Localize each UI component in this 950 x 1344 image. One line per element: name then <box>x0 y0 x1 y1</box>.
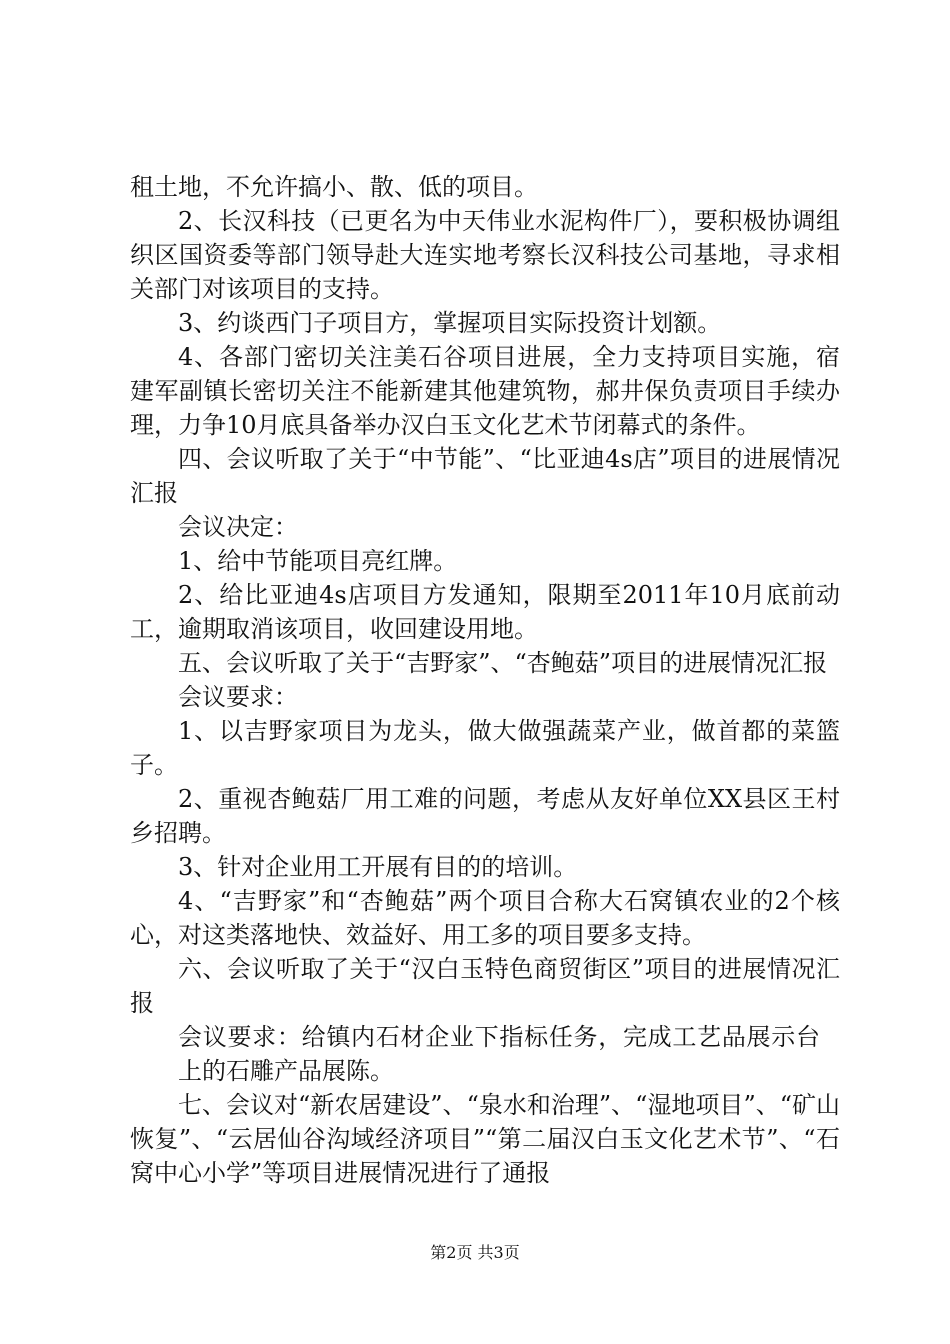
paragraph-item-zhongjieneng: 1、给中节能项目亮红牌。 <box>178 547 458 575</box>
paragraph-item-two-cores: 4、“吉野家”和“杏鲍菇”两个项目合称大石窝镇农业的2个核心，对这类落地快、效益好、用工多的项目要多支持。 <box>130 887 840 949</box>
paragraph-item-siemens: 3、约谈西门子项目方，掌握项目实际投资计划额。 <box>178 309 722 337</box>
page-indicator: 第2页 共3页 <box>430 1243 520 1262</box>
paragraph-continuation: 租土地，不允许搞小、散、低的项目。 <box>130 173 538 201</box>
paragraph-item-byd: 2、给比亚迪4s店项目方发通知，限期至2011年10月底前动工，逾期取消该项目，收回建设用地。 <box>130 581 840 643</box>
paragraph-item-mushroom-labor: 2、重视杏鲍菇厂用工难的问题，考虑从友好单位XX县区王村乡招聘。 <box>130 785 840 847</box>
paragraph-requirement-label: 会议要求： <box>178 683 298 711</box>
section-heading-six: 六、会议听取了关于“汉白玉特色商贸街区”项目的进展情况汇报 <box>130 955 840 1017</box>
paragraph-item-training: 3、针对企业用工开展有目的的培训。 <box>178 853 578 881</box>
paragraph-decision-label: 会议决定： <box>178 513 298 541</box>
paragraph-item-meishigu: 4、各部门密切关注美石谷项目进展，全力支持项目实施，宿建军副镇长密切关注不能新建其他建筑物，郝井保负责项目手续办理，力争10月底具备举办汉白玉文化艺术节闭幕式的条件。 <box>130 343 840 439</box>
paragraph-requirement-stone: 会议要求：给镇内石材企业下指标任务，完成工艺品展示台上的石雕产品展陈。 <box>178 1023 820 1085</box>
paragraph-item-yoshinoya: 1、以吉野家项目为龙头，做大做强蔬菜产业，做首都的菜篮子。 <box>130 717 840 779</box>
section-heading-four: 四、会议听取了关于“中节能”、“比亚迪4s店”项目的进展情况汇报 <box>130 445 840 507</box>
section-heading-seven: 七、会议对“新农居建设”、“泉水和治理”、“湿地项目”、“矿山恢复”、“云居仙谷沟域经济项目”“第二届汉白玉文化艺术节”、“石窝中心小学”等项目进展情况进行了通报 <box>130 1091 840 1187</box>
section-heading-five: 五、会议听取了关于“吉野家”、“杏鲍菇”项目的进展情况汇报 <box>178 649 828 677</box>
document-body <box>130 170 840 1190</box>
paragraph-item-changhan: 2、长汉科技（已更名为中天伟业水泥构件厂），要积极协调组织区国资委等部门领导赴大连实地考察长汉科技公司基地，寻求相关部门对该项目的支持。 <box>130 207 840 303</box>
